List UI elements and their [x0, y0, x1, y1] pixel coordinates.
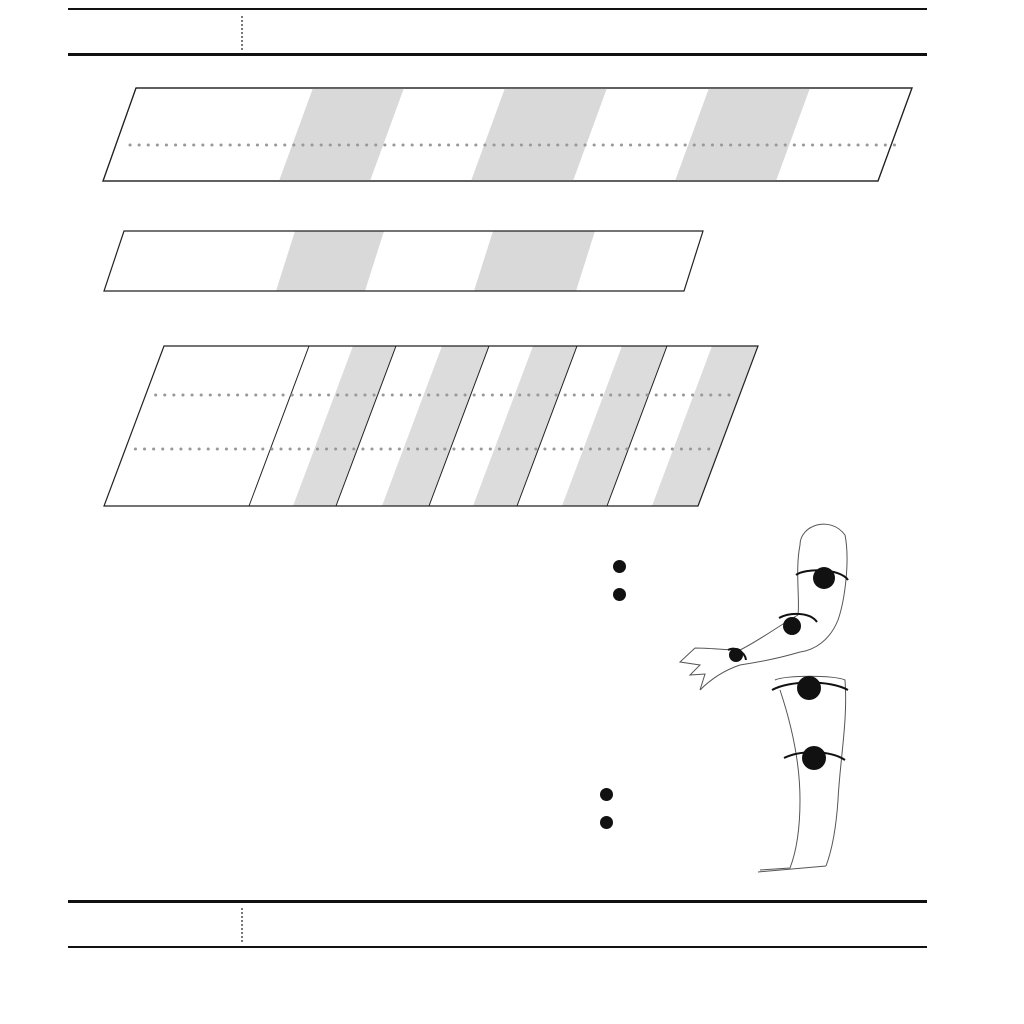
footer-divider	[241, 908, 243, 942]
diagram-marker-elbow-b	[783, 617, 801, 635]
diagram-marker-elbow-a	[813, 567, 835, 589]
footer-rule-bottom	[68, 946, 927, 948]
footer-rule-top	[68, 900, 927, 903]
diagram-marker-knee-a	[797, 676, 821, 700]
diagram-marker-wrist-a	[729, 648, 743, 662]
diagram-marker-knee-b	[802, 746, 826, 770]
